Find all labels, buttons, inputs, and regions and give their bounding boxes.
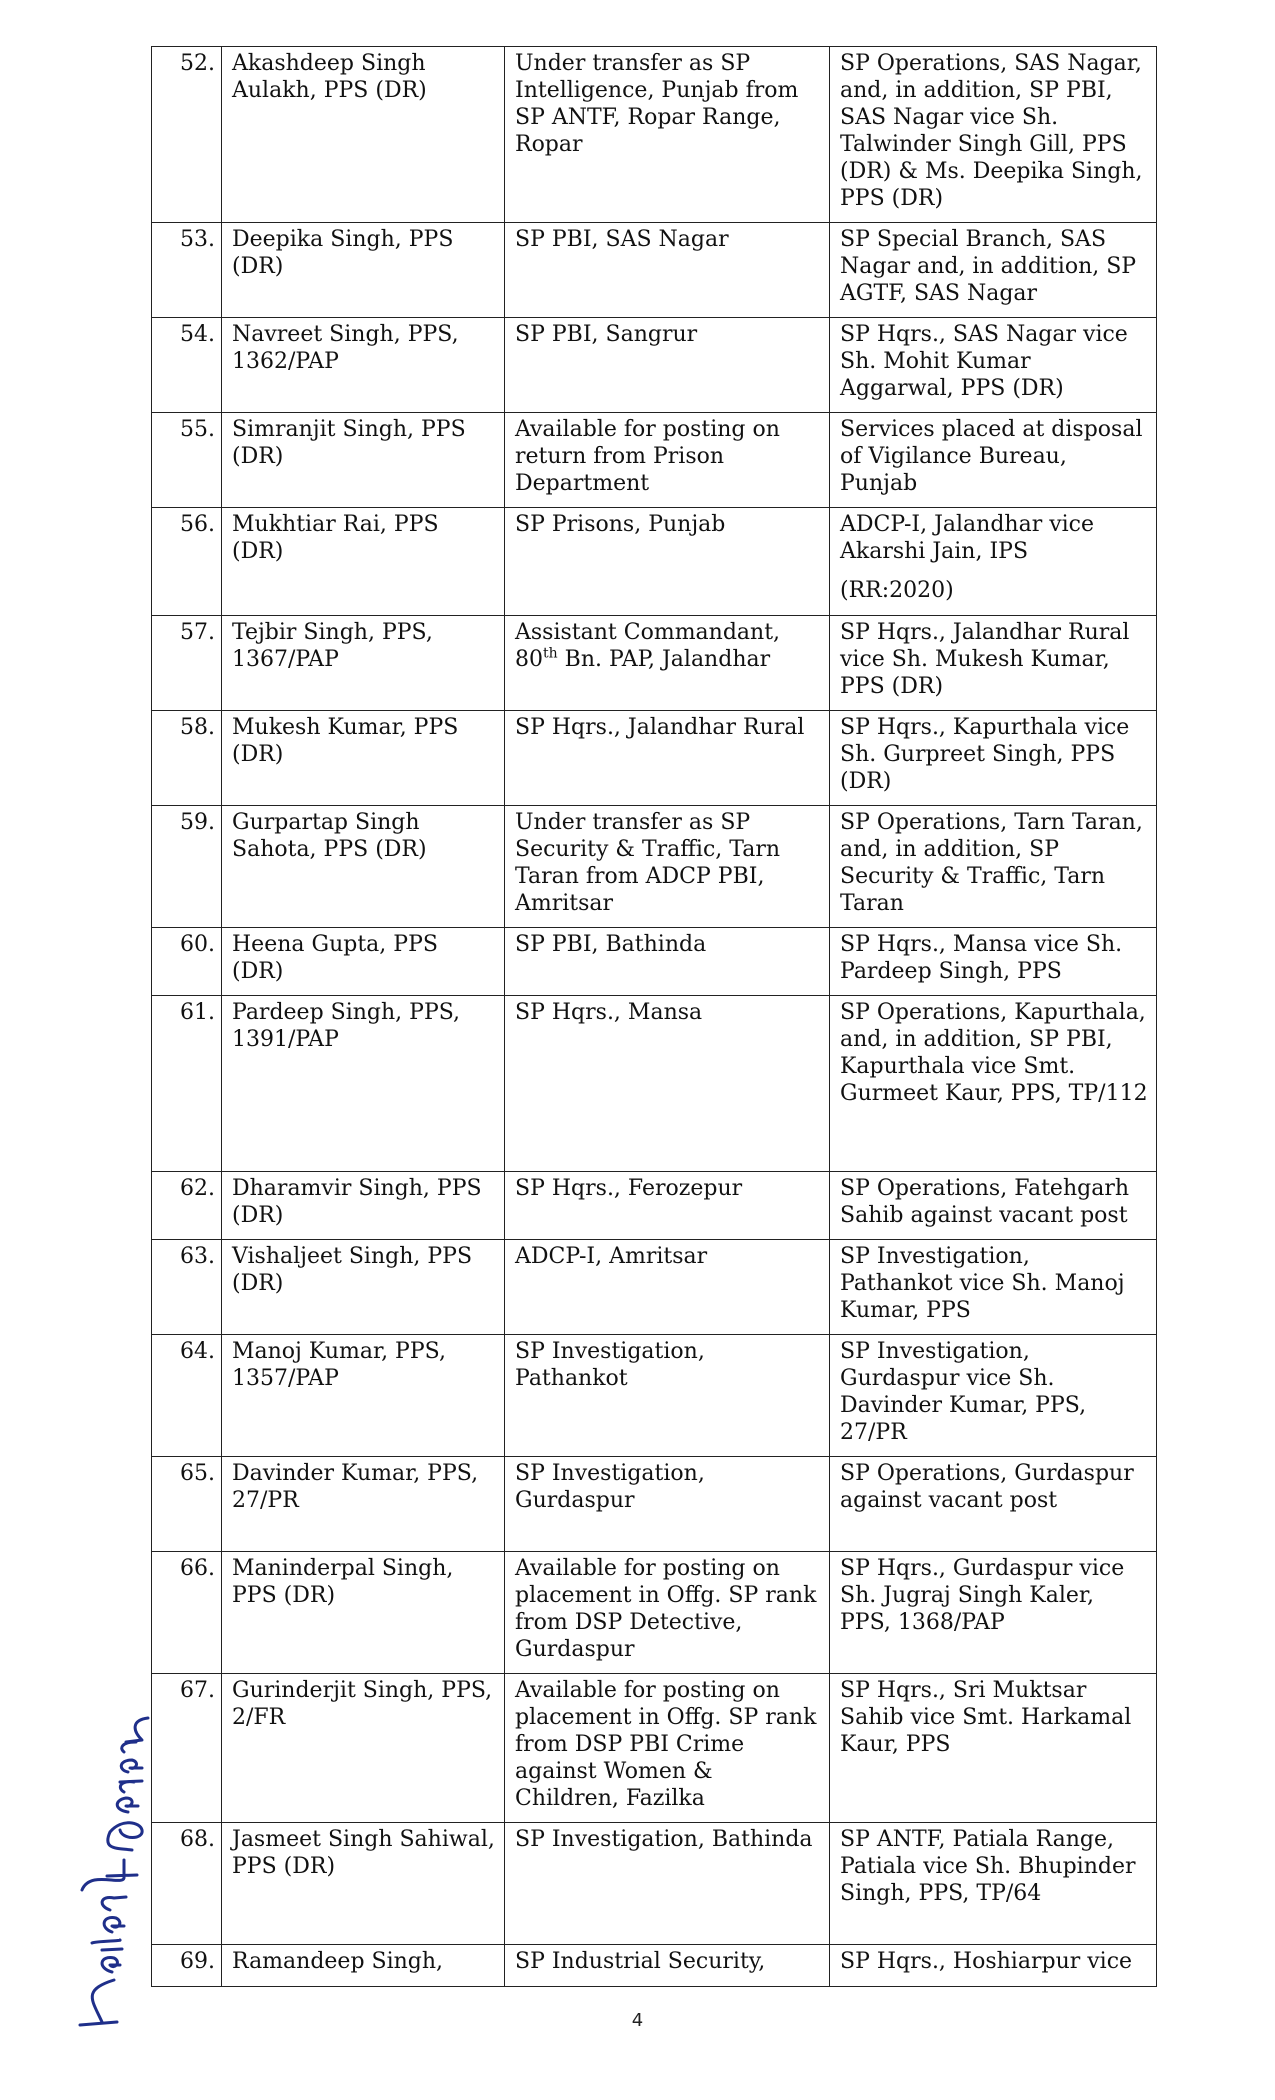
officer-name: Mukesh Kumar, PPS (DR) (222, 711, 505, 806)
officer-name: Tejbir Singh, PPS, 1367/PAP (222, 616, 505, 711)
present-posting: Available for posting on placement in Offg. SP rank from DSP Detective, Gurdaspur (505, 1552, 830, 1674)
officer-name: Mukhtiar Rai, PPS (DR) (222, 508, 505, 616)
table-row (152, 1945, 1157, 1987)
page-number: 4 (631, 2010, 644, 2031)
batch-note: (RR:2020) (840, 578, 954, 603)
table-row (152, 508, 1157, 616)
serial-number: 54. (152, 318, 222, 413)
new-posting: SP Operations, Gurdaspur against vacant post (830, 1457, 1157, 1552)
officer-name: Deepika Singh, PPS (DR) (222, 223, 505, 318)
new-posting: SP Operations, Tarn Taran, and, in addition, SP Security & Traffic, Tarn Taran (830, 806, 1157, 928)
serial-number: 69. (152, 1945, 222, 1987)
new-posting: SP Investigation, Pathankot vice Sh. Manoj Kumar, PPS (830, 1240, 1157, 1335)
officer-name: Vishaljeet Singh, PPS (DR) (222, 1240, 505, 1335)
table-row (152, 1335, 1157, 1457)
table-row (152, 996, 1157, 1172)
new-posting: SP Hqrs., Kapurthala vice Sh. Gurpreet Singh, PPS (DR) (830, 711, 1157, 806)
new-posting: SP Hqrs., Jalandhar Rural vice Sh. Mukesh Kumar, PPS (DR) (830, 616, 1157, 711)
serial-number: 58. (152, 711, 222, 806)
present-posting: Under transfer as SP Security & Traffic, Tarn Taran from ADCP PBI, Amritsar (505, 806, 830, 928)
table-row (152, 928, 1157, 996)
officer-name: Heena Gupta, PPS (DR) (222, 928, 505, 996)
table-row (152, 1240, 1157, 1335)
officer-name: Manoj Kumar, PPS, 1357/PAP (222, 1335, 505, 1457)
serial-number: 64. (152, 1335, 222, 1457)
present-posting: ADCP-I, Amritsar (505, 1240, 830, 1335)
present-posting: SP Investigation, Bathinda (505, 1823, 830, 1945)
new-posting: SP Hqrs., Hoshiarpur vice (830, 1945, 1157, 1987)
present-posting: SP Hqrs., Ferozepur (505, 1172, 830, 1240)
new-posting: SP Operations, Fatehgarh Sahib against vacant post (830, 1172, 1157, 1240)
new-posting: SP Operations, SAS Nagar, and, in addition, SP PBI, SAS Nagar vice Sh. Talwinder Singh Gill, PPS (DR) & Ms. Deepika Singh, PPS (DR) (830, 47, 1157, 223)
new-posting: SP Hqrs., Gurdaspur vice Sh. Jugraj Singh Kaler, PPS, 1368/PAP (830, 1552, 1157, 1674)
officer-name: Jasmeet Singh Sahiwal, PPS (DR) (222, 1823, 505, 1945)
present-posting: SP Hqrs., Jalandhar Rural (505, 711, 830, 806)
table-row (152, 1457, 1157, 1552)
new-posting: SP Operations, Kapurthala, and, in addition, SP PBI, Kapurthala vice Smt. Gurmeet Kaur, PPS, TP/112 (830, 996, 1157, 1172)
present-posting: SP Industrial Security, (505, 1945, 830, 1987)
present-posting-part: Bn. PAP, Jalandhar (557, 647, 771, 672)
ordinal-suffix: th (543, 645, 558, 662)
serial-number: 60. (152, 928, 222, 996)
officer-name: Gurpartap Singh Sahota, PPS (DR) (222, 806, 505, 928)
present-posting: SP Investigation, Gurdaspur (505, 1457, 830, 1552)
serial-number: 53. (152, 223, 222, 318)
new-posting: SP ANTF, Patiala Range, Patiala vice Sh. Bhupinder Singh, PPS, TP/64 (830, 1823, 1157, 1945)
present-posting: SP Prisons, Punjab (505, 508, 830, 616)
officer-name: Dharamvir Singh, PPS (DR) (222, 1172, 505, 1240)
officer-name: Maninderpal Singh, PPS (DR) (222, 1552, 505, 1674)
new-posting (830, 508, 1157, 616)
present-posting: Available for posting on placement in Offg. SP rank from DSP PBI Crime against Women & Children, Fazilka (505, 1674, 830, 1823)
officer-name: Davinder Kumar, PPS, 27/PR (222, 1457, 505, 1552)
officer-name: Akashdeep Singh Aulakh, PPS (DR) (222, 47, 505, 223)
serial-number: 63. (152, 1240, 222, 1335)
present-posting: SP Hqrs., Mansa (505, 996, 830, 1172)
officer-name: Navreet Singh, PPS, 1362/PAP (222, 318, 505, 413)
officer-name: Gurinderjit Singh, PPS, 2/FR (222, 1674, 505, 1823)
officer-name: Simranjit Singh, PPS (DR) (222, 413, 505, 508)
table-row (152, 1552, 1157, 1674)
serial-number: 52. (152, 47, 222, 223)
table-row (152, 1674, 1157, 1823)
present-posting: SP PBI, Bathinda (505, 928, 830, 996)
present-posting: SP PBI, SAS Nagar (505, 223, 830, 318)
table-row (152, 318, 1157, 413)
serial-number: 61. (152, 996, 222, 1172)
serial-number: 57. (152, 616, 222, 711)
officer-name: Pardeep Singh, PPS, 1391/PAP (222, 996, 505, 1172)
new-posting-text: ADCP-I, Jalandhar vice Akarshi Jain, IPS (840, 512, 1095, 564)
present-posting: SP Investigation, Pathankot (505, 1335, 830, 1457)
present-posting-part: Assistant Commandant, 80 (515, 620, 781, 672)
table-row (152, 616, 1157, 711)
table-row (152, 413, 1157, 508)
new-posting: SP Special Branch, SAS Nagar and, in addition, SP AGTF, SAS Nagar (830, 223, 1157, 318)
serial-number: 65. (152, 1457, 222, 1552)
table-row (152, 47, 1157, 223)
officer-name: Ramandeep Singh, (222, 1945, 505, 1987)
serial-number: 67. (152, 1674, 222, 1823)
new-posting: SP Hqrs., SAS Nagar vice Sh. Mohit Kumar Aggarwal, PPS (DR) (830, 318, 1157, 413)
signature-mark (62, 1700, 162, 2030)
present-posting (505, 616, 830, 711)
new-posting: Services placed at disposal of Vigilance Bureau, Punjab (830, 413, 1157, 508)
new-posting: SP Hqrs., Sri Muktsar Sahib vice Smt. Harkamal Kaur, PPS (830, 1674, 1157, 1823)
table-row (152, 1172, 1157, 1240)
table-row (152, 711, 1157, 806)
transfer-posting-table (151, 46, 1157, 1987)
new-posting: SP Investigation, Gurdaspur vice Sh. Davinder Kumar, PPS, 27/PR (830, 1335, 1157, 1457)
present-posting: Under transfer as SP Intelligence, Punjab from SP ANTF, Ropar Range, Ropar (505, 47, 830, 223)
serial-number: 66. (152, 1552, 222, 1674)
serial-number: 62. (152, 1172, 222, 1240)
table-row (152, 806, 1157, 928)
serial-number: 56. (152, 508, 222, 616)
table-row (152, 1823, 1157, 1945)
table-body (152, 47, 1157, 1987)
serial-number: 59. (152, 806, 222, 928)
serial-number: 55. (152, 413, 222, 508)
present-posting: SP PBI, Sangrur (505, 318, 830, 413)
serial-number: 68. (152, 1823, 222, 1945)
present-posting: Available for posting on return from Prison Department (505, 413, 830, 508)
new-posting: SP Hqrs., Mansa vice Sh. Pardeep Singh, PPS (830, 928, 1157, 996)
table-row (152, 223, 1157, 318)
